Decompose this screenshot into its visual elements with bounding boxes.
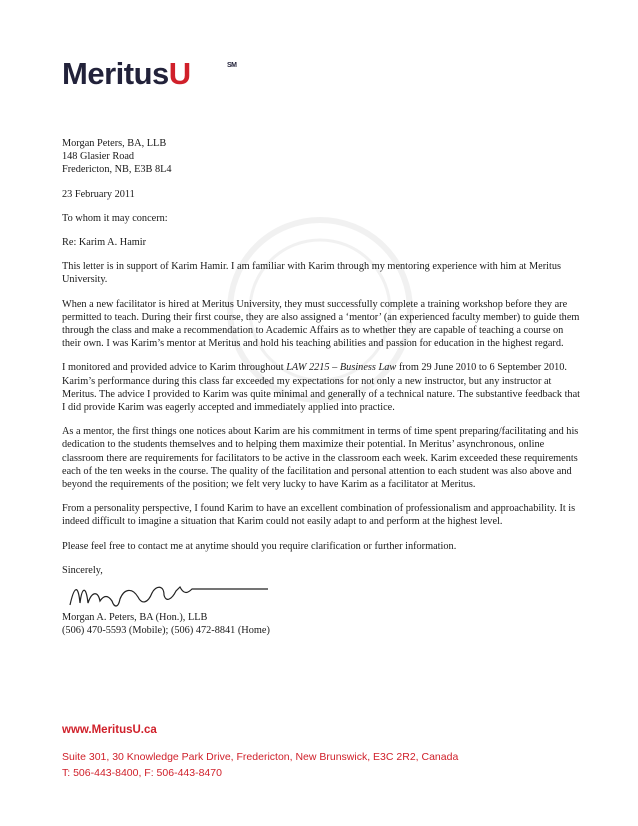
paragraph-1: This letter is in support of Karim Hamir. I am familiar with Karim through my mentoring experience with him at Meritus University. (62, 261, 562, 286)
footer-address: Suite 301, 30 Knowledge Park Drive, Fredericton, New Brunswick, E3C 2R2, Canada (62, 751, 459, 763)
signatory-name: Morgan A. Peters, BA (Hon.), LLB (62, 612, 208, 624)
sender-street: 148 Glasier Road (62, 151, 135, 163)
paragraph-2: When a new facilitator is hired at Meritus University, they must successfully complete a training workshop before they are permitted to teach. During their first course, they are also assigned a ‘mentor’ (an experienced faculty member) to guide them through the class and make a recommendation to Academic Affairs as to whether they are capable of teaching a course on their own. I was Karim’s mentor at Meritus and hold his teaching abilities and passion for education in the highest regard. (62, 298, 580, 350)
letter-date: 23 February 2011 (62, 188, 135, 200)
course-title: LAW 2215 – Business Law (286, 362, 397, 374)
logo-u: U (168, 56, 191, 91)
paragraph-4: As a mentor, the first things one notices about Karim are his commitment in terms of time spent preparing/facilitating and his dedication to the students themselves and to helping them maximize their potential. In Meritus’ asynchronous, online classroom there are requirements for facilitators to be active in the classroom each week. Karim exceeded these requirements each of the ten weeks in the course. The quality of the facilitation and personal attention to each student was also above and beyond the requirements of the position; we felt very lucky to have Karim as a facilitator at Meritus. (62, 426, 579, 491)
footer-address-block (62, 749, 458, 781)
paragraph-3-start: I monitored and provided advice to Karim throughout (62, 362, 287, 374)
footer-phone-fax: T: 506-443-8400, F: 506-443-8470 (62, 767, 222, 779)
sender-city: Fredericton, NB, E3B 8L4 (62, 164, 172, 176)
subject-line: Re: Karim A. Hamir (62, 237, 147, 249)
footer-website[interactable]: www.MeritusU.ca (62, 724, 157, 736)
paragraph-6: Please feel free to contact me at anytime should you require clarification or further information. (62, 540, 457, 552)
paragraph-3-end: from 29 June 2010 to 6 September 2010. Karim’s performance during this class far exceeded my expectations for not only a new instructor, but any instructor at Meritus. The advice I provided to Karim was quite minimal and generally of a technical nature. The substantive feedback that I did provide Karim was eagerly accepted and immediately applied into practice. (62, 362, 581, 414)
sender-name: Morgan Peters, BA, LLB (62, 138, 167, 149)
signatory-phones: (506) 470-5593 (Mobile); (506) 472-8841 (Home) (62, 625, 270, 637)
letter-body (62, 137, 580, 637)
closing: Sincerely, (62, 564, 103, 576)
salutation: To whom it may concern: (62, 212, 168, 224)
paragraph-3 (62, 361, 580, 414)
paragraph-5: From a personality perspective, I found Karim to have an excellent combination of professionalism and approachability. It is indeed difficult to imagine a situation that Karim could not easily adapt to and perform at the highest level. (62, 503, 576, 528)
logo-name: Meritus (62, 56, 169, 91)
meritus-logo (62, 56, 237, 92)
service-mark: SM (227, 62, 237, 69)
signature (62, 577, 580, 611)
